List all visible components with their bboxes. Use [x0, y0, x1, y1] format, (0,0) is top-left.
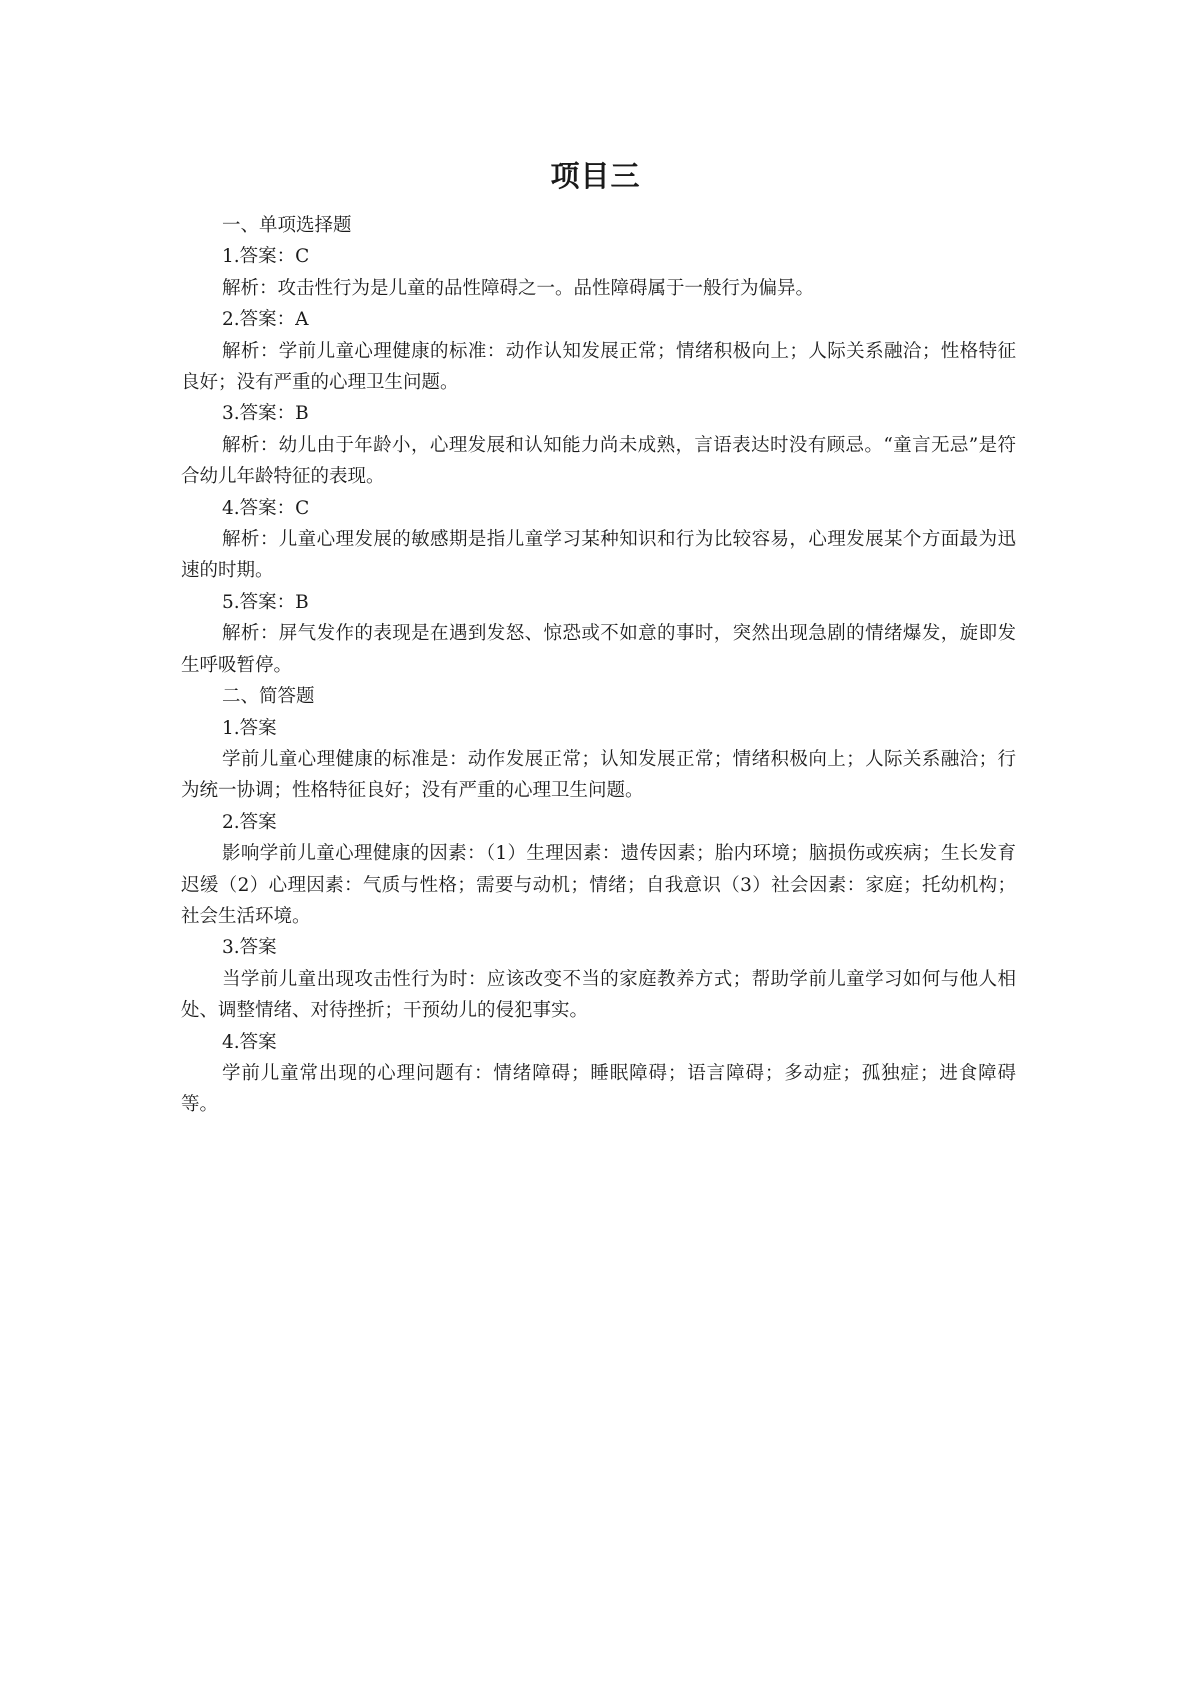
choice-analysis-5: 解析：屏气发作的表现是在遇到发怒、惊恐或不如意的事时，突然出现急剧的情绪爆发，旋即发生呼吸暂停。	[181, 623, 1016, 676]
short-answer-label-2: 2.答案	[222, 811, 277, 833]
short-answer-body-4: 学前儿童常出现的心理问题有：情绪障碍；睡眠障碍；语言障碍；多动症；孤独症；进食障碍等。	[181, 1062, 1016, 1116]
short-answer-label-4: 4.答案	[222, 1031, 277, 1053]
choice-analysis-4: 解析：儿童心理发展的敏感期是指儿童学习某种知识和行为比较容易，心理发展某个方面最为迅速的时期。	[181, 529, 1016, 582]
page-title: 项目三	[550, 159, 641, 193]
choice-answer-1: 1.答案：C	[222, 246, 310, 268]
choice-analysis-3: 解析：幼儿由于年龄小，心理发展和认知能力尚未成熟，言语表达时没有顾忌。“童言无忌”是符合幼儿年龄特征的表现。	[181, 434, 1016, 488]
short-answer-body-3: 当学前儿童出现攻击性行为时：应该改变不当的家庭教养方式；帮助学前儿童学习如何与他人相处、调整情绪、对待挫折；干预幼儿的侵犯事实。	[181, 968, 1016, 1022]
choice-answer-4: 4.答案：C	[222, 497, 310, 519]
section-heading-short: 二、简答题	[222, 686, 315, 708]
choice-analysis-2: 解析：学前儿童心理健康的标准：动作认知发展正常；情绪积极向上；人际关系融洽；性格特征良好；没有严重的心理卫生问题。	[181, 340, 1016, 394]
short-answer-label-1: 1.答案	[222, 717, 277, 739]
choice-analysis-1: 解析：攻击性行为是儿童的品性障碍之一。品性障碍属于一般行为偏异。	[222, 277, 815, 299]
choice-answer-2: 2.答案：A	[222, 309, 309, 331]
choice-answer-3: 3.答案：B	[222, 403, 309, 425]
document-body	[181, 210, 1016, 1121]
choice-answer-5: 5.答案：B	[222, 591, 309, 613]
short-answer-body-1: 学前儿童心理健康的标准是：动作发展正常；认知发展正常；情绪积极向上；人际关系融洽；行为统一协调；性格特征良好；没有严重的心理卫生问题。	[181, 748, 1016, 802]
section-heading-choice: 一、单项选择题	[222, 215, 352, 236]
short-answer-body-2: 影响学前儿童心理健康的因素：（1）生理因素：遗传因素；胎内环境；脑损伤或疾病；生长发育迟缓（2）心理因素：气质与性格；需要与动机；情绪；自我意识（3）社会因素：家庭；托幼机构；社会生活环境。	[181, 843, 1016, 927]
short-answer-label-3: 3.答案	[222, 937, 277, 959]
